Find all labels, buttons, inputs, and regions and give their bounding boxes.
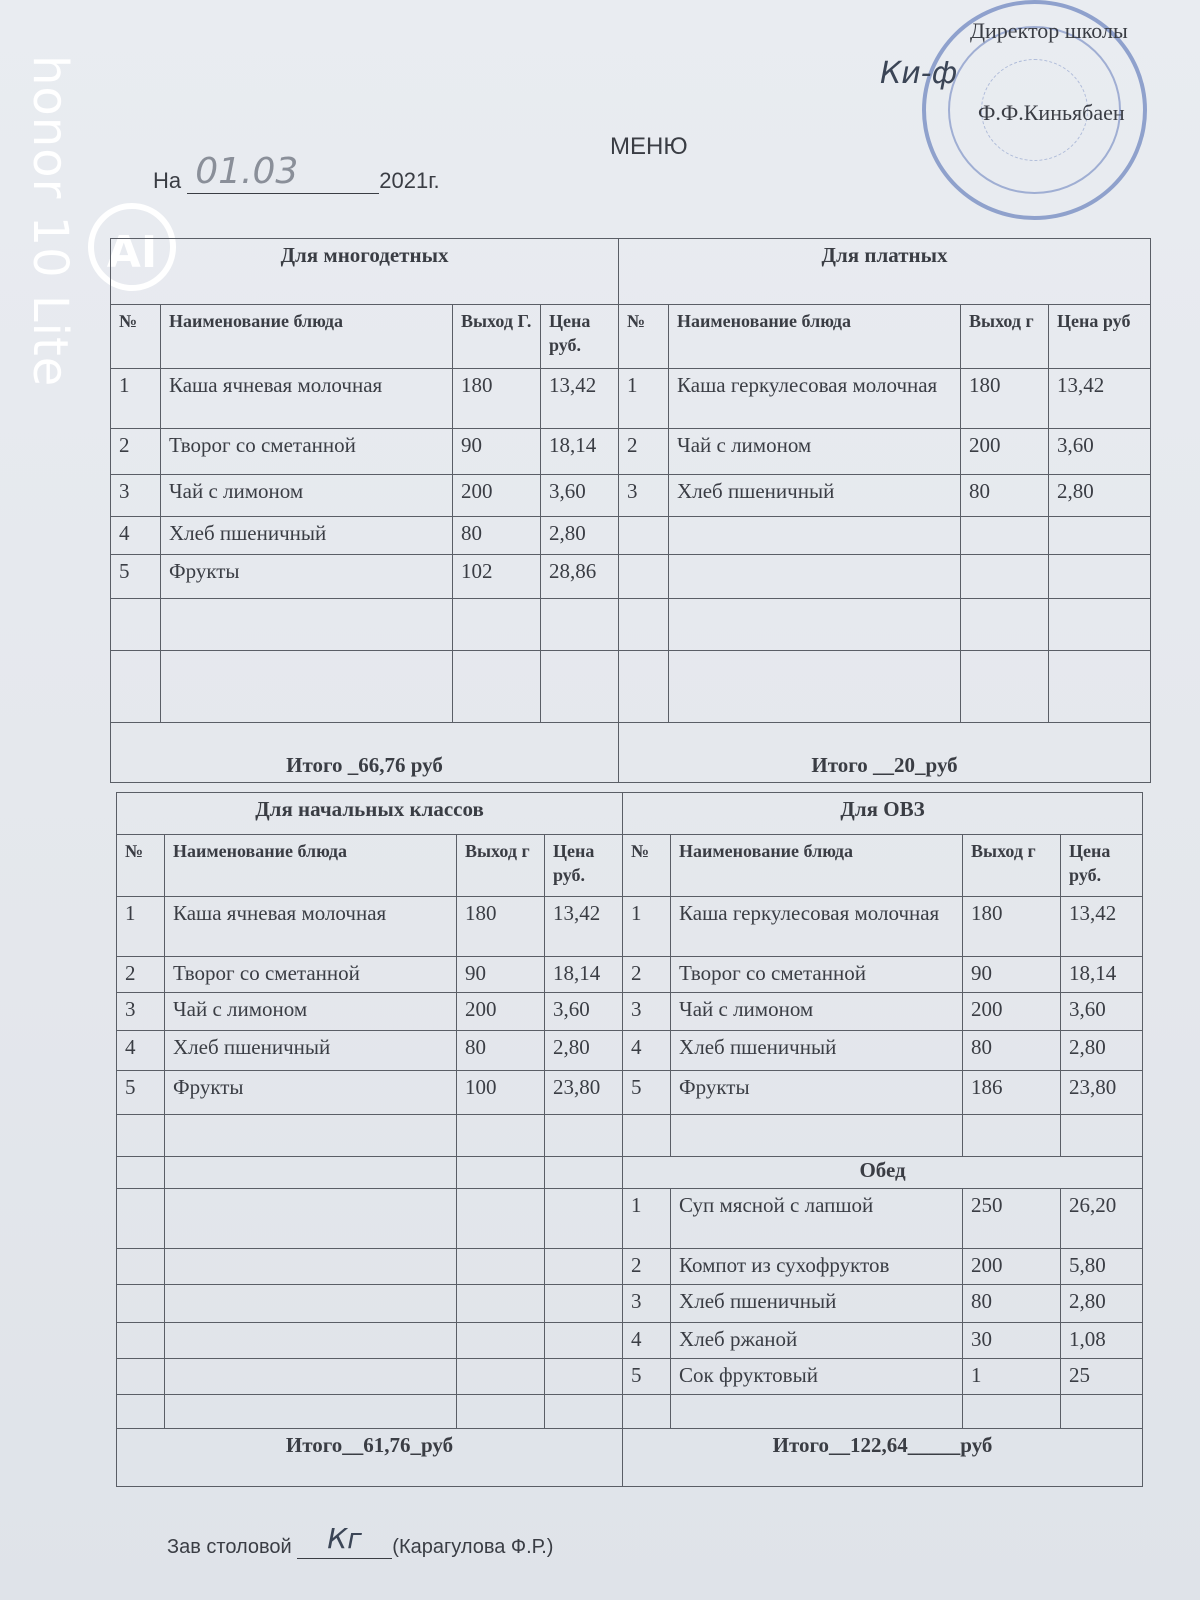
column-header: Выход Г. [453, 305, 541, 369]
dish-output: 180 [457, 897, 545, 957]
row-number: 5 [623, 1071, 671, 1115]
dish-price: 18,14 [545, 957, 623, 993]
dish-name: Творог со сметанной [165, 957, 457, 993]
row-number: 4 [111, 517, 161, 555]
row-number: 5 [623, 1359, 671, 1395]
dish-output: 90 [457, 957, 545, 993]
table-row [117, 1395, 1143, 1429]
row-number: 3 [619, 475, 669, 517]
dish-price: 3,60 [545, 993, 623, 1031]
row-number: 4 [623, 1323, 671, 1359]
dish-output: 80 [963, 1285, 1061, 1323]
row-number: 2 [623, 1249, 671, 1285]
lunch-title: Обед [623, 1157, 1143, 1189]
row-number: 5 [111, 555, 161, 599]
footer-signature: Кг [327, 1522, 362, 1555]
row-number: 4 [117, 1031, 165, 1071]
column-header: № [117, 835, 165, 897]
row-number: 4 [623, 1031, 671, 1071]
dish-price: 25 [1061, 1359, 1143, 1395]
page-title: МЕНЮ [610, 133, 688, 160]
dish-name: Хлеб пшеничный [165, 1031, 457, 1071]
dish-name: Фрукты [161, 555, 453, 599]
date-prefix: На [153, 168, 182, 193]
total-platnye: Итого __20_руб [619, 723, 1151, 783]
dish-price: 5,80 [1061, 1249, 1143, 1285]
dish-output: 200 [963, 1249, 1061, 1285]
dish-output: 80 [457, 1031, 545, 1071]
date-line [153, 151, 440, 194]
dish-name: Сок фруктовый [671, 1359, 963, 1395]
dish-price: 2,80 [1061, 1031, 1143, 1071]
dish-name: Хлеб пшеничный [161, 517, 453, 555]
dish-output: 80 [963, 1031, 1061, 1071]
dish-output: 30 [963, 1323, 1061, 1359]
column-header: № [111, 305, 161, 369]
column-header: Цена руб [1049, 305, 1151, 369]
dish-output: 102 [453, 555, 541, 599]
dish-price: 23,80 [1061, 1071, 1143, 1115]
table-row [117, 1285, 1143, 1323]
dish-price: 13,42 [1061, 897, 1143, 957]
footer-name: (Карагулова Ф.Р.) [392, 1536, 554, 1558]
total-ovz: Итого__122,64_____руб [623, 1429, 1143, 1487]
dish-output: 80 [453, 517, 541, 555]
row-number: 3 [623, 993, 671, 1031]
table-row [111, 555, 1151, 599]
dish-output: 180 [961, 369, 1049, 429]
dish-price: 3,60 [541, 475, 619, 517]
row-number: 2 [117, 957, 165, 993]
director-signature: Ки-ф [880, 56, 958, 91]
dish-output: 90 [963, 957, 1061, 993]
dish-price: 28,86 [541, 555, 619, 599]
dish-name: Хлеб пшеничный [669, 475, 961, 517]
column-header: Выход г [961, 305, 1049, 369]
dish-price: 3,60 [1049, 429, 1151, 475]
dish-price: 3,60 [1061, 993, 1143, 1031]
row-number: 3 [111, 475, 161, 517]
dish-output: 200 [457, 993, 545, 1031]
dish-output: 200 [961, 429, 1049, 475]
dish-price: 1,08 [1061, 1323, 1143, 1359]
dish-output: 250 [963, 1189, 1061, 1249]
row-number: 3 [623, 1285, 671, 1323]
table-row [117, 1249, 1143, 1285]
column-header: Цена руб. [541, 305, 619, 369]
dish-name: Творог со сметанной [671, 957, 963, 993]
total-nachalnye: Итого__61,76_руб [117, 1429, 623, 1487]
dish-output: 1 [963, 1359, 1061, 1395]
dish-name: Каша геркулесовая молочная [671, 897, 963, 957]
table-row [117, 1323, 1143, 1359]
dish-name: Каша ячневая молочная [165, 897, 457, 957]
column-header: Наименование блюда [669, 305, 961, 369]
column-header: Наименование блюда [671, 835, 963, 897]
column-header: Наименование блюда [161, 305, 453, 369]
row-number: 1 [111, 369, 161, 429]
dish-output: 80 [961, 475, 1049, 517]
section-title-nachalnye: Для начальных классов [117, 793, 623, 835]
dish-price: 2,80 [541, 517, 619, 555]
date-suffix: 2021г. [379, 168, 440, 193]
dish-output: 90 [453, 429, 541, 475]
column-header: Цена руб. [545, 835, 623, 897]
row-number: 5 [117, 1071, 165, 1115]
dish-name: Каша геркулесовая молочная [669, 369, 961, 429]
table-row [111, 651, 1151, 723]
table-row [111, 517, 1151, 555]
dish-name: Фрукты [671, 1071, 963, 1115]
dish-price: 23,80 [545, 1071, 623, 1115]
table-row [117, 1031, 1143, 1071]
menu-table-bottom [116, 792, 1143, 1487]
row-number: 1 [619, 369, 669, 429]
dish-price: 13,42 [1049, 369, 1151, 429]
dish-name: Компот из сухофруктов [671, 1249, 963, 1285]
device-watermark: honor 10 Lite [22, 55, 78, 388]
column-header: Выход г [963, 835, 1061, 897]
table-row [111, 429, 1151, 475]
dish-price: 13,42 [545, 897, 623, 957]
dish-price: 18,14 [1061, 957, 1143, 993]
dish-output: 100 [457, 1071, 545, 1115]
section-title-mnogodetnye: Для многодетных [111, 239, 619, 305]
dish-price: 2,80 [1061, 1285, 1143, 1323]
dish-output: 180 [963, 897, 1061, 957]
row-number: 3 [117, 993, 165, 1031]
director-title: Директор школы [970, 18, 1128, 43]
dish-output: 186 [963, 1071, 1061, 1115]
dish-name: Чай с лимоном [671, 993, 963, 1031]
table-row [117, 957, 1143, 993]
row-number: 2 [619, 429, 669, 475]
table-row [117, 1071, 1143, 1115]
section-title-ovz: Для ОВЗ [623, 793, 1143, 835]
footer-signature-line [167, 1522, 554, 1559]
dish-output: 200 [963, 993, 1061, 1031]
column-header: Выход г [457, 835, 545, 897]
table-row [117, 897, 1143, 957]
dish-name: Хлеб ржаной [671, 1323, 963, 1359]
table-row [117, 1115, 1143, 1157]
dish-name: Хлеб пшеничный [671, 1285, 963, 1323]
column-header: № [623, 835, 671, 897]
dish-price: 2,80 [1049, 475, 1151, 517]
column-header: Наименование блюда [165, 835, 457, 897]
total-mnogodetnye: Итого _66,76 руб [111, 723, 619, 783]
section-title-platnye: Для платных [619, 239, 1151, 305]
dish-name: Чай с лимоном [161, 475, 453, 517]
dish-price: 26,20 [1061, 1189, 1143, 1249]
column-header: Цена руб. [1061, 835, 1143, 897]
table-row [117, 1359, 1143, 1395]
row-number: 1 [623, 897, 671, 957]
dish-price: 2,80 [545, 1031, 623, 1071]
dish-name: Хлеб пшеничный [671, 1031, 963, 1071]
table-row [111, 475, 1151, 517]
row-number: 1 [623, 1189, 671, 1249]
dish-name: Чай с лимоном [669, 429, 961, 475]
footer-label: Зав столовой [167, 1536, 292, 1558]
dish-price: 18,14 [541, 429, 619, 475]
dish-name: Каша ячневая молочная [161, 369, 453, 429]
column-header: № [619, 305, 669, 369]
table-row [111, 369, 1151, 429]
dish-output: 180 [453, 369, 541, 429]
director-name: Ф.Ф.Киньябаен [978, 100, 1125, 125]
dish-name: Чай с лимоном [165, 993, 457, 1031]
dish-name: Суп мясной с лапшой [671, 1189, 963, 1249]
dish-output: 200 [453, 475, 541, 517]
dish-price: 13,42 [541, 369, 619, 429]
table-row [117, 993, 1143, 1031]
row-number: 2 [623, 957, 671, 993]
table-row [111, 599, 1151, 651]
table-row [117, 1189, 1143, 1249]
dish-name: Творог со сметанной [161, 429, 453, 475]
dish-name: Фрукты [165, 1071, 457, 1115]
row-number: 1 [117, 897, 165, 957]
ai-logo-icon: AI [88, 203, 176, 291]
row-number: 2 [111, 429, 161, 475]
menu-table-top [110, 238, 1151, 783]
date-value: 01.03 [195, 151, 299, 192]
